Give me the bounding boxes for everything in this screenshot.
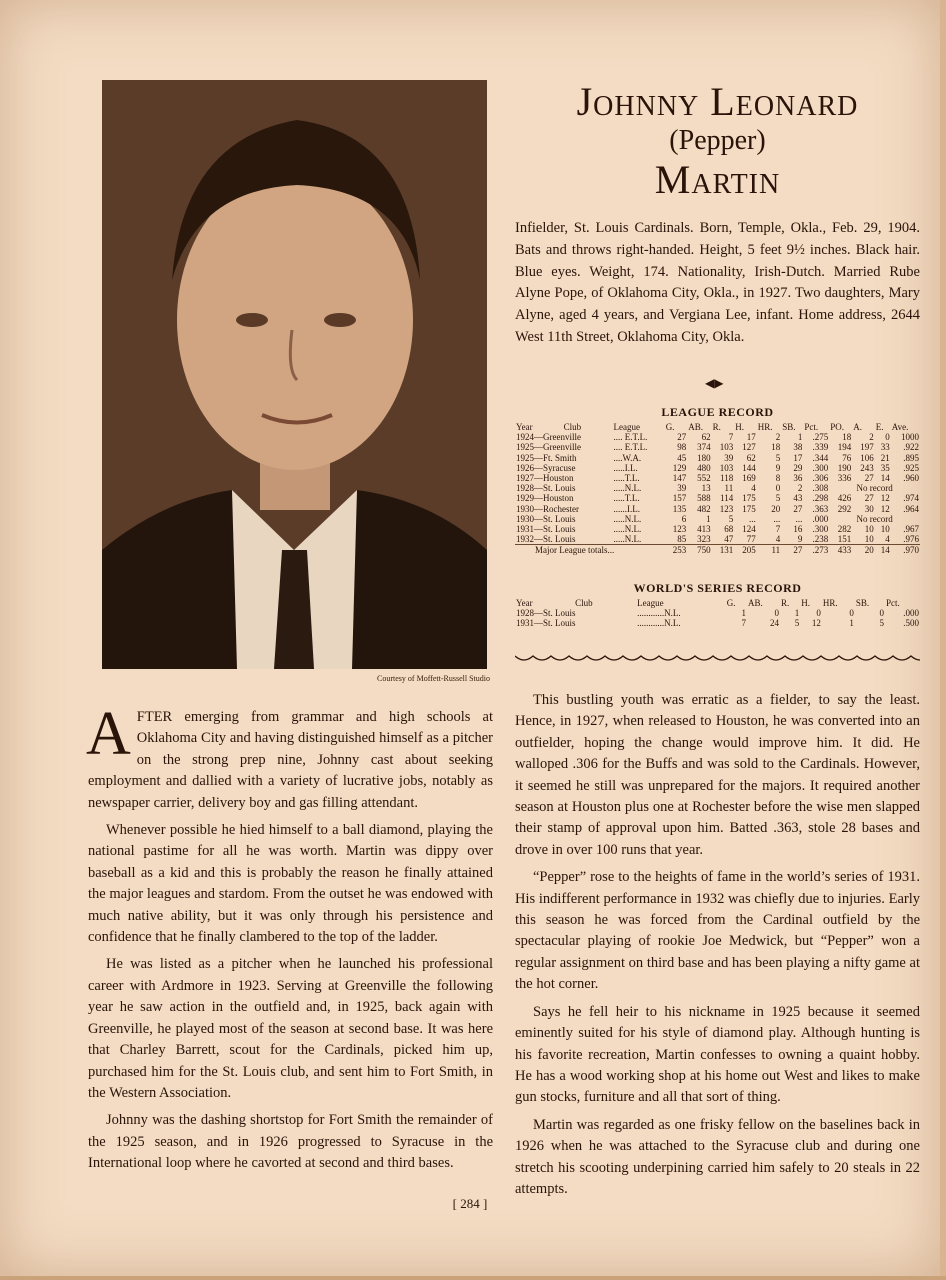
league-cell: 39 (724, 452, 734, 463)
league-header-row (515, 422, 920, 432)
league-cell: 175 (742, 503, 756, 514)
league-totals-cell: 433 (829, 545, 852, 556)
league-totals-cell: .970 (891, 545, 920, 556)
ws-cell: 24 (769, 618, 779, 629)
league-cell: 1928—St. Louis (516, 483, 576, 494)
league-cell: 18 (771, 442, 781, 453)
league-header-cell: PO. (830, 422, 845, 432)
league-cell: 292 (837, 503, 852, 514)
league-cell: .298 (812, 493, 829, 504)
league-cell: .275 (812, 432, 829, 443)
league-cell: 1931—St. Louis (516, 524, 576, 535)
league-cell: .308 (812, 483, 829, 494)
ornament-icon: ◀▶ (705, 376, 724, 390)
league-cell: 413 (697, 524, 711, 535)
league-cell: 118 (720, 473, 734, 484)
league-cell: .960 (903, 473, 919, 484)
league-cell: 13 (701, 483, 711, 494)
photo-credit: Courtesy of Moffett-Russell Studio (377, 674, 490, 683)
league-cell: 2 (869, 432, 874, 443)
league-cell: 62 (746, 452, 756, 463)
league-cell: 123 (719, 503, 734, 514)
league-header-cell: HR. (757, 422, 773, 432)
ws-header-cell: HR. (822, 598, 838, 608)
league-cell: 1000 (901, 432, 919, 443)
league-cell: 11 (724, 483, 734, 494)
league-cell: 21 (880, 452, 890, 463)
league-cell: 68 (724, 524, 734, 535)
league-header-cell: AB. (688, 422, 704, 432)
ws-cell: ............N.L. (637, 618, 681, 629)
league-cell: 33 (880, 442, 890, 453)
right-paragraph-1: This bustling youth was erratic as a fielder, to say the least. Hence, in 1927, when released to Houston, he was converted into an outfielder, hoping the change would improve him. It did. He walloped .306 for the Buffs and was sold to the Cardinals. However, it seemed he still was unprepared for the majors. It required another season at Houston plus one at Rochester before the wise men slapped their stamp of approval upon him. Batted .363, stole 28 bases and drove in over 100 runs that year. (515, 692, 920, 858)
ws-cell: 12 (811, 618, 821, 629)
league-cell: .... E.T.L. (613, 432, 648, 443)
ws-cell: 1931—St. Louis (516, 618, 576, 629)
league-cell: 1927—Houston (516, 473, 574, 484)
league-cell: .925 (903, 462, 919, 473)
league-cell: 76 (842, 452, 852, 463)
league-cell: 98 (677, 442, 687, 453)
league-cell: 5 (728, 513, 734, 524)
ws-header-cell: League (637, 598, 664, 608)
league-cell: ... (795, 513, 803, 524)
league-cell: .... E.T.L. (613, 442, 648, 453)
ws-header-cell: SB. (855, 598, 870, 608)
league-cell: ......I.L. (613, 503, 641, 514)
league-cell: 336 (837, 473, 852, 484)
right-paragraph-2: “Pepper” rose to the heights of fame in the world’s series of 1931. His indifferent performance in 1932 was chiefly due to injuries. Early this season he was forced from the Cardinal outfield by the spectacular playing of rookie Joe Medwick, but “Pepper” won a regular assignment on third base and has been playing a nifty game at the hot corner. (515, 869, 920, 993)
league-record-table (515, 422, 920, 556)
left-paragraph-2: Whenever possible he hied himself to a ball diamond, playing the national pastime for all he was worth. Martin was dippy over baseball as a kid and this is probably the reason he finally attained the major leagues and stardom. From the outset he was endowed with much native ability, but it was only through his persistence and confidence that he finally clambered to the top of the ladder. (88, 822, 493, 946)
league-cell: 106 (860, 452, 874, 463)
left-paragraph-4: Johnny was the dashing shortstop for Fort Smith the remainder of the 1925 season, and in 1926 progressed to Syracuse in the International loop where he cavorted at second and third bases. (88, 1112, 493, 1172)
right-paragraph-3: Says he fell heir to his nickname in 1925 because it seemed eminently suited for his style of diamond play. Although hunting is his favorite recreation, Martin confesses to owning a quaint hobby. He has a wood working shop at his home out West and likes to make gun stocks, furniture and all that sort of thing. (515, 1003, 920, 1106)
league-cell: 1 (706, 513, 711, 524)
league-row (515, 534, 920, 545)
league-cell: 127 (742, 442, 756, 453)
league-cell: 18 (842, 432, 852, 443)
league-cell: .363 (812, 503, 829, 514)
drop-cap: A (86, 700, 131, 768)
league-totals-cell: 20 (852, 545, 875, 556)
bio-paragraph: Infielder, St. Louis Cardinals. Born, Temple, Okla., Feb. 29, 1904. Bats and throws right-handed. Height, 5 feet 9½ inches. Black hair. Blue eyes. Weight, 174. Nationality, Irish-Dutch. Married Rube Alyne Pope, of Oklahoma City, Okla., in 1927. Two daughters, Mary Alyne, aged 4 years, and Vergiana Lee, infant. Home address, 2644 West 11th Street, Oklahoma City, Okla. (515, 220, 920, 345)
ws-cell: 0 (774, 608, 779, 619)
league-cell: 5 (775, 493, 781, 504)
ws-cell: 5 (794, 618, 800, 629)
league-cell: 103 (719, 462, 734, 473)
league-cell: 2 (797, 483, 803, 494)
league-cell: 35 (880, 462, 890, 473)
league-cell: 0 (885, 432, 890, 443)
league-cell: 17 (793, 452, 803, 463)
league-cell: 29 (793, 462, 803, 473)
league-cell: .964 (903, 503, 919, 514)
league-cell: 144 (742, 462, 756, 473)
league-cell: .922 (903, 442, 919, 453)
league-totals-cell: 205 (734, 545, 757, 556)
ws-cell: 1 (741, 608, 746, 619)
league-cell: .000 (812, 513, 829, 524)
left-paragraph-3: He was listed as a pitcher when he launched his professional career with Ardmore in 1923. Serving at Greenville the following year he saw action in the outfield and, in 1925, back again with Greenville, he played most of the season at second base. It was here that Charley Barrett, scout for the Cardinals, picked him up, purchased him for the St. Louis club, and sent him to Fort Smith, in the Western Association. (88, 956, 493, 1101)
league-cell: 7 (775, 524, 781, 535)
league-cell: 17 (746, 432, 756, 443)
ws-cell: 1928—St. Louis (516, 608, 576, 619)
league-cell: .300 (812, 524, 829, 535)
ws-header-cell: Pct. (885, 598, 900, 608)
league-totals-cell: 14 (875, 545, 891, 556)
league-totals-row (515, 545, 920, 556)
league-cell: 157 (672, 493, 687, 504)
league-cell: 27 (864, 493, 874, 504)
league-cell: 30 (864, 503, 874, 514)
league-cell: 1925—Ft. Smith (516, 452, 577, 463)
league-cell: 38 (793, 442, 803, 453)
league-cell: 243 (860, 462, 874, 473)
league-header-cell: Pct. (804, 422, 819, 432)
ws-cell: .000 (903, 608, 919, 619)
name-line-3: Martin (654, 157, 781, 202)
ws-cell: 1 (849, 618, 854, 629)
right-paragraph-4: Martin was regarded as one frisky fellow on the baselines back in 1926 when he was attached to the Syracuse club and during one stretch his scooting underpining carried him safely to 20 steals in 22 attempts. (515, 1116, 920, 1197)
league-cell: 197 (860, 442, 874, 453)
league-cell: .....I.L. (613, 462, 638, 473)
league-cell: 1925—Greenville (516, 442, 581, 453)
ws-cell: .500 (903, 618, 919, 629)
left-paragraph-1: AFTER emerging from grammar and high schools at Oklahoma City and having distinguished himself as a pitcher on the strong prep nine, Johnny cast about seeking employment and dallied with a variety of lucrative jobs, notably as newspaper carrier, delivery boy and gas filling attendant. (86, 700, 493, 811)
league-cell: No record (856, 483, 893, 494)
ws-cell: 7 (741, 618, 746, 629)
league-totals-cell: 253 (665, 545, 688, 556)
league-cell: ....W.A. (613, 452, 642, 463)
world-series-title: WORLD'S SERIES RECORD (633, 581, 802, 595)
ws-header-cell: G. (726, 598, 736, 608)
league-cell: .967 (903, 524, 919, 535)
league-cell: 480 (697, 462, 711, 473)
league-cell: 1932—St. Louis (516, 534, 576, 545)
league-header-cell: SB. (782, 422, 796, 432)
league-cell: .306 (812, 473, 829, 484)
league-row (515, 514, 920, 524)
ws-header-cell: R. (780, 598, 790, 608)
league-cell: 47 (724, 534, 734, 545)
name-line-2: (Pepper) (669, 125, 766, 156)
ws-header-cell: H. (801, 598, 810, 608)
league-totals-cell: .273 (803, 545, 829, 556)
ws-header-cell: Club (575, 598, 593, 608)
league-cell: .974 (903, 493, 919, 504)
league-header-cell: E. (875, 422, 884, 432)
league-cell: 14 (880, 473, 890, 484)
ws-header-cell: Year (516, 598, 533, 608)
league-row (515, 453, 920, 463)
league-cell: .976 (903, 534, 919, 545)
league-cell: 114 (720, 493, 734, 504)
league-cell: 588 (697, 493, 711, 504)
right-column (515, 690, 920, 1206)
league-cell: 27 (864, 473, 874, 484)
league-cell: 36 (793, 473, 803, 484)
league-cell: 124 (742, 524, 756, 535)
league-cell: 43 (793, 493, 803, 504)
league-cell: .895 (903, 452, 919, 463)
league-cell: 9 (775, 462, 781, 473)
league-row (515, 442, 920, 452)
league-cell: 190 (837, 462, 852, 473)
league-header-cell: Ave. (891, 422, 909, 432)
league-cell: 4 (775, 534, 781, 545)
ws-header-cell: AB. (747, 598, 763, 608)
league-header-cell: A. (853, 422, 862, 432)
league-cell: .....N.L. (613, 524, 642, 535)
league-cell: 1930—St. Louis (516, 513, 576, 524)
league-cell: 0 (775, 483, 781, 494)
league-cell: 135 (672, 503, 687, 514)
league-header-cell: League (613, 422, 640, 432)
league-cell: 1 (797, 432, 803, 443)
league-cell: .....N.L. (613, 534, 642, 545)
league-cell: ... (749, 513, 756, 524)
league-cell: 12 (880, 493, 890, 504)
ws-cell: 0 (879, 608, 884, 619)
league-cell: .300 (812, 462, 829, 473)
name-line-1: Johnny Leonard (576, 79, 859, 124)
league-cell: 323 (697, 534, 711, 545)
league-row (515, 432, 920, 442)
league-cell: .344 (812, 452, 829, 463)
league-totals-cell: 131 (712, 545, 735, 556)
league-cell: 123 (672, 524, 687, 535)
portrait-photo (102, 80, 487, 669)
league-cell: .....N.L. (613, 483, 642, 494)
league-cell: 10 (864, 524, 874, 535)
league-cell: 426 (837, 493, 852, 504)
league-cell: 2 (775, 432, 781, 443)
league-cell: 20 (771, 503, 781, 514)
page-number: [ 284 ] (452, 1196, 488, 1211)
portrait-illustration (102, 80, 487, 669)
league-cell: 147 (672, 473, 687, 484)
league-cell: .238 (812, 534, 829, 545)
league-header-cell: H. (735, 422, 744, 432)
league-cell: 194 (837, 442, 852, 453)
league-cell: 482 (697, 503, 711, 514)
league-row (515, 463, 920, 473)
league-header-cell: G. (665, 422, 675, 432)
league-cell: 282 (837, 524, 852, 535)
league-cell: 62 (701, 432, 711, 443)
league-cell: 1926—Syracuse (516, 462, 576, 473)
ws-row (515, 608, 920, 618)
league-cell: 10 (880, 524, 890, 535)
league-cell: 374 (697, 442, 711, 453)
league-cell: 27 (677, 432, 687, 443)
league-cell: 85 (677, 534, 687, 545)
league-cell: .....T.L. (613, 493, 640, 504)
page-title (515, 80, 920, 202)
league-cell: .339 (812, 442, 829, 453)
ws-cell: 0 (816, 608, 821, 619)
league-record-title: LEAGUE RECORD (661, 405, 774, 419)
world-series-table (515, 598, 920, 629)
ws-header-row (515, 598, 920, 608)
league-totals-cell: 750 (687, 545, 711, 556)
league-cell: 4 (885, 534, 890, 545)
ws-cell: 0 (849, 608, 854, 619)
league-row (515, 483, 920, 493)
league-cell: 39 (677, 483, 687, 494)
league-totals-cell: 11 (757, 545, 781, 556)
league-cell: 7 (728, 432, 734, 443)
ws-cell: ............N.L. (637, 608, 681, 619)
league-cell: 6 (681, 513, 687, 524)
league-cell: 10 (864, 534, 874, 545)
league-cell: 8 (775, 473, 781, 484)
league-cell: 151 (837, 534, 852, 545)
league-cell: 1930—Rochester (516, 503, 579, 514)
league-cell: .....T.L. (613, 473, 640, 484)
league-cell: 169 (742, 473, 756, 484)
league-header-cell: Club (563, 422, 582, 432)
league-cell: 77 (746, 534, 756, 545)
ws-row (515, 618, 920, 628)
league-cell: 27 (793, 503, 803, 514)
left-column (86, 700, 493, 1181)
league-cell: 1924—Greenville (516, 432, 581, 443)
ws-cell: 5 (879, 618, 884, 629)
league-cell: 9 (797, 534, 803, 545)
league-row (515, 504, 920, 514)
league-totals-cell: 27 (781, 545, 803, 556)
league-cell: No record (856, 513, 893, 524)
league-row (515, 493, 920, 503)
league-cell: 5 (775, 452, 781, 463)
league-row (515, 524, 920, 534)
league-cell: 180 (697, 452, 711, 463)
league-cell: 552 (697, 473, 711, 484)
league-cell: 45 (677, 452, 687, 463)
league-header-cell: R. (712, 422, 721, 432)
league-cell: 4 (751, 483, 756, 494)
wavy-divider (515, 652, 920, 666)
league-cell: 1929—Houston (516, 493, 574, 504)
league-cell: 175 (742, 493, 756, 504)
league-cell: ... (773, 513, 781, 524)
league-cell: 103 (719, 442, 734, 453)
league-cell: .....N.L. (613, 513, 642, 524)
league-totals-label: Major League totals... (515, 545, 665, 556)
league-header-cell: Year (516, 422, 533, 432)
ws-cell: 1 (794, 608, 800, 619)
league-cell: 16 (793, 524, 803, 535)
league-row (515, 473, 920, 483)
league-cell: 129 (672, 462, 687, 473)
league-cell: 12 (880, 503, 890, 514)
